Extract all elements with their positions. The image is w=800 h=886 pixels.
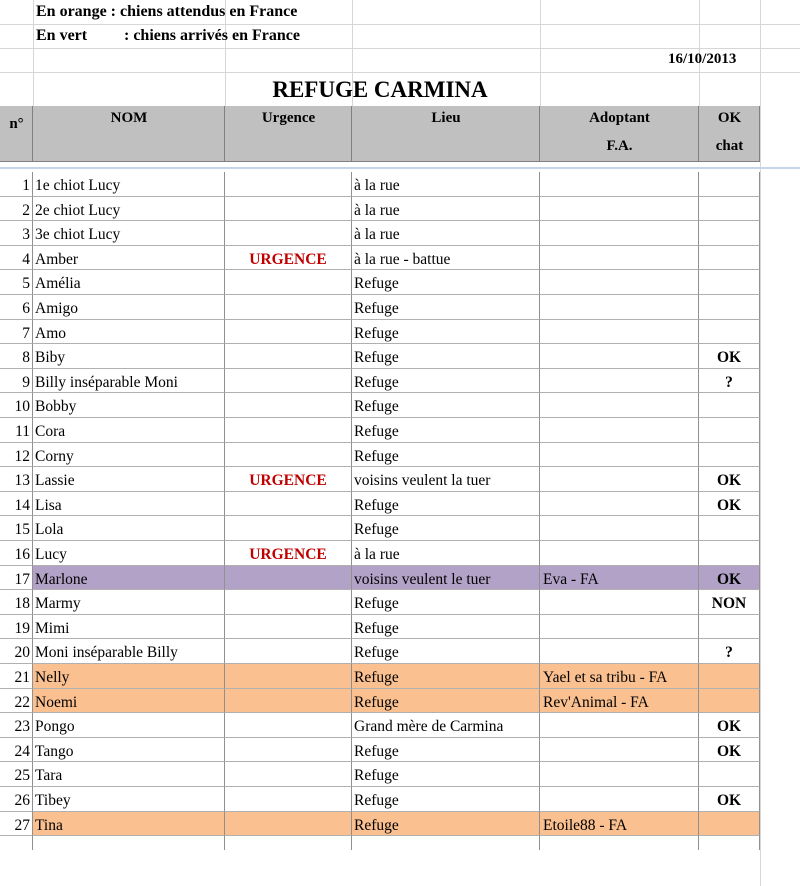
urgence-cell (225, 492, 352, 517)
table-row (0, 639, 760, 664)
lieu-cell: Refuge (352, 344, 540, 369)
adoptant-cell (540, 369, 699, 394)
dog-name: Mimi (33, 615, 225, 640)
row-number: 4 (0, 246, 33, 271)
row-number: 13 (0, 467, 33, 492)
table-row (0, 344, 760, 369)
table-row (0, 689, 760, 714)
adoptant-cell (540, 295, 699, 320)
ok-chat-cell (699, 443, 760, 468)
grid-line (0, 72, 800, 73)
table-row (0, 541, 760, 566)
table-row (0, 172, 760, 197)
dog-name: 1e chiot Lucy (33, 172, 225, 197)
header-fa: F.A. (606, 138, 633, 154)
lieu-cell: Refuge (352, 320, 540, 345)
ok-chat-cell (699, 689, 760, 714)
row-number: 7 (0, 320, 33, 345)
table-row (0, 566, 760, 591)
header-ok: OK (717, 110, 742, 126)
adoptant-cell (540, 492, 699, 517)
legend-green-label: En vert (36, 27, 88, 44)
dog-name: Lassie (33, 467, 225, 492)
adoptant-cell: Rev'Animal - FA (540, 689, 699, 714)
dog-name: Nelly (33, 664, 225, 689)
urgence-cell (225, 320, 352, 345)
dog-name: Lucy (33, 541, 225, 566)
table-row (0, 516, 760, 541)
table-row (0, 762, 760, 787)
lieu-cell: Refuge (352, 812, 540, 837)
row-number: 17 (0, 566, 33, 591)
header-lieu: Lieu (431, 110, 461, 126)
urgence-cell: URGENCE (225, 467, 352, 492)
lieu-cell: Refuge (352, 689, 540, 714)
report-date: 16/10/2013 (668, 51, 737, 67)
table-row (0, 270, 760, 295)
urgence-cell (225, 295, 352, 320)
empty-cell (225, 836, 352, 850)
dog-name: 2e chiot Lucy (33, 197, 225, 222)
urgence-cell (225, 369, 352, 394)
row-number: 26 (0, 787, 33, 812)
row-number: 9 (0, 369, 33, 394)
dog-name: Marmy (33, 590, 225, 615)
dog-name: Tara (33, 762, 225, 787)
lieu-cell: à la rue (352, 541, 540, 566)
urgence-cell (225, 566, 352, 591)
lieu-cell: voisins veulent le tuer (352, 566, 540, 591)
adoptant-cell (540, 270, 699, 295)
table-row (0, 393, 760, 418)
urgence-cell (225, 590, 352, 615)
empty-row (0, 836, 760, 850)
adoptant-cell (540, 713, 699, 738)
ok-chat-cell (699, 664, 760, 689)
adoptant-cell (540, 516, 699, 541)
legend-green-text: : chiens arrivés en France (124, 27, 300, 44)
empty-cell (540, 836, 699, 850)
row-number: 5 (0, 270, 33, 295)
lieu-cell: Refuge (352, 418, 540, 443)
ok-chat-cell (699, 615, 760, 640)
urgence-cell (225, 197, 352, 222)
legend-orange: En orange : chiens attendus en France (36, 3, 298, 20)
table-row (0, 615, 760, 640)
ok-chat-cell: OK (699, 787, 760, 812)
urgence-cell: URGENCE (225, 541, 352, 566)
ok-chat-cell (699, 320, 760, 345)
adoptant-cell (540, 639, 699, 664)
dog-name: Cora (33, 418, 225, 443)
empty-cell (699, 836, 760, 850)
ok-chat-cell (699, 516, 760, 541)
dog-name: Lisa (33, 492, 225, 517)
urgence-cell (225, 639, 352, 664)
dog-name: Corny (33, 443, 225, 468)
table-row (0, 467, 760, 492)
empty-cell (33, 836, 225, 850)
empty-cell (352, 836, 540, 850)
table-row (0, 443, 760, 468)
lieu-cell: à la rue (352, 221, 540, 246)
ok-chat-cell (699, 246, 760, 271)
lieu-cell: Refuge (352, 443, 540, 468)
lieu-cell: Refuge (352, 369, 540, 394)
lieu-cell: Grand mère de Carmina (352, 713, 540, 738)
header-num: n° (9, 116, 24, 132)
urgence-cell (225, 762, 352, 787)
grid-line (0, 24, 800, 25)
header-cell-num (0, 106, 33, 162)
lieu-cell: Refuge (352, 492, 540, 517)
dog-name: Biby (33, 344, 225, 369)
ok-chat-cell (699, 762, 760, 787)
row-number: 3 (0, 221, 33, 246)
table-row (0, 713, 760, 738)
dog-name: Pongo (33, 713, 225, 738)
adoptant-cell (540, 738, 699, 763)
ok-chat-cell: OK (699, 566, 760, 591)
row-number: 25 (0, 762, 33, 787)
lieu-cell: à la rue - battue (352, 246, 540, 271)
urgence-cell (225, 787, 352, 812)
urgence-cell (225, 172, 352, 197)
header-chat: chat (715, 138, 744, 154)
ok-chat-cell (699, 812, 760, 837)
urgence-cell (225, 615, 352, 640)
table-row (0, 812, 760, 837)
dog-name: Moni inséparable Billy (33, 639, 225, 664)
dog-name: Amigo (33, 295, 225, 320)
dog-name: Tango (33, 738, 225, 763)
adoptant-cell (540, 787, 699, 812)
adoptant-cell: Etoile88 - FA (540, 812, 699, 837)
urgence-cell (225, 664, 352, 689)
dog-name: Tibey (33, 787, 225, 812)
row-number: 21 (0, 664, 33, 689)
adoptant-cell (540, 590, 699, 615)
ok-chat-cell: OK (699, 467, 760, 492)
ok-chat-cell: OK (699, 344, 760, 369)
row-number: 20 (0, 639, 33, 664)
ok-chat-cell (699, 295, 760, 320)
table-row (0, 664, 760, 689)
row-number: 15 (0, 516, 33, 541)
lieu-cell: Refuge (352, 738, 540, 763)
row-number: 14 (0, 492, 33, 517)
adoptant-cell (540, 393, 699, 418)
ok-chat-cell: OK (699, 738, 760, 763)
lieu-cell: Refuge (352, 270, 540, 295)
table-row (0, 197, 760, 222)
adoptant-cell (540, 762, 699, 787)
dog-name: Lola (33, 516, 225, 541)
adoptant-cell (540, 197, 699, 222)
row-number: 24 (0, 738, 33, 763)
row-number: 23 (0, 713, 33, 738)
urgence-cell (225, 221, 352, 246)
dog-name: Noemi (33, 689, 225, 714)
lieu-cell: Refuge (352, 664, 540, 689)
dog-name: Amo (33, 320, 225, 345)
frozen-pane-separator (0, 167, 800, 169)
dog-name: Billy inséparable Moni (33, 369, 225, 394)
dog-name: Tina (33, 812, 225, 837)
ok-chat-cell: NON (699, 590, 760, 615)
adoptant-cell (540, 467, 699, 492)
row-number: 6 (0, 295, 33, 320)
header-urgence: Urgence (261, 110, 316, 126)
adoptant-cell (540, 221, 699, 246)
dog-name: Bobby (33, 393, 225, 418)
lieu-cell: Refuge (352, 787, 540, 812)
urgence-cell (225, 713, 352, 738)
table-row (0, 221, 760, 246)
urgence-cell (225, 270, 352, 295)
row-number: 8 (0, 344, 33, 369)
urgence-cell (225, 393, 352, 418)
adoptant-cell (540, 172, 699, 197)
urgence-cell (225, 812, 352, 837)
header-cell-adoptant (540, 106, 699, 162)
urgence-cell: URGENCE (225, 246, 352, 271)
ok-chat-cell (699, 172, 760, 197)
table-row (0, 295, 760, 320)
ok-chat-cell (699, 541, 760, 566)
table-row (0, 590, 760, 615)
lieu-cell: Refuge (352, 516, 540, 541)
row-number: 11 (0, 418, 33, 443)
adoptant-cell (540, 418, 699, 443)
urgence-cell (225, 738, 352, 763)
header-cell-urgence (225, 106, 352, 162)
lieu-cell: à la rue (352, 197, 540, 222)
lieu-cell: Refuge (352, 615, 540, 640)
row-number: 12 (0, 443, 33, 468)
dog-name: Amélia (33, 270, 225, 295)
adoptant-cell: Eva - FA (540, 566, 699, 591)
table-row (0, 492, 760, 517)
table-row (0, 738, 760, 763)
row-number: 2 (0, 197, 33, 222)
urgence-cell (225, 516, 352, 541)
ok-chat-cell: OK (699, 492, 760, 517)
lieu-cell: Refuge (352, 590, 540, 615)
lieu-cell: Refuge (352, 393, 540, 418)
table-row (0, 418, 760, 443)
ok-chat-cell (699, 197, 760, 222)
row-number: 27 (0, 812, 33, 837)
table-row (0, 246, 760, 271)
urgence-cell (225, 443, 352, 468)
adoptant-cell (540, 320, 699, 345)
row-number: 1 (0, 172, 33, 197)
dog-name: Marlone (33, 566, 225, 591)
adoptant-cell: Yael et sa tribu - FA (540, 664, 699, 689)
table-row (0, 787, 760, 812)
grid-line (760, 0, 761, 886)
lieu-cell: Refuge (352, 295, 540, 320)
ok-chat-cell (699, 270, 760, 295)
ok-chat-cell: OK (699, 713, 760, 738)
header-cell-lieu (352, 106, 540, 162)
header-adoptant: Adoptant (589, 110, 650, 126)
dog-name: Amber (33, 246, 225, 271)
urgence-cell (225, 418, 352, 443)
page-title: REFUGE CARMINA (272, 77, 488, 102)
adoptant-cell (540, 443, 699, 468)
dog-name: 3e chiot Lucy (33, 221, 225, 246)
lieu-cell: Refuge (352, 762, 540, 787)
adoptant-cell (540, 615, 699, 640)
row-number: 18 (0, 590, 33, 615)
row-number: 10 (0, 393, 33, 418)
urgence-cell (225, 344, 352, 369)
ok-chat-cell: ? (699, 639, 760, 664)
grid-line (0, 48, 800, 49)
lieu-cell: Refuge (352, 639, 540, 664)
table-row (0, 369, 760, 394)
table-row (0, 320, 760, 345)
ok-chat-cell (699, 221, 760, 246)
row-number: 16 (0, 541, 33, 566)
adoptant-cell (540, 246, 699, 271)
ok-chat-cell: ? (699, 369, 760, 394)
adoptant-cell (540, 344, 699, 369)
ok-chat-cell (699, 393, 760, 418)
lieu-cell: voisins veulent la tuer (352, 467, 540, 492)
empty-cell (0, 836, 33, 850)
header-cell-ok (699, 106, 760, 162)
header-cell-nom (33, 106, 225, 162)
row-number: 22 (0, 689, 33, 714)
header-nom: NOM (110, 110, 148, 126)
urgence-cell (225, 689, 352, 714)
ok-chat-cell (699, 418, 760, 443)
adoptant-cell (540, 541, 699, 566)
row-number: 19 (0, 615, 33, 640)
lieu-cell: à la rue (352, 172, 540, 197)
